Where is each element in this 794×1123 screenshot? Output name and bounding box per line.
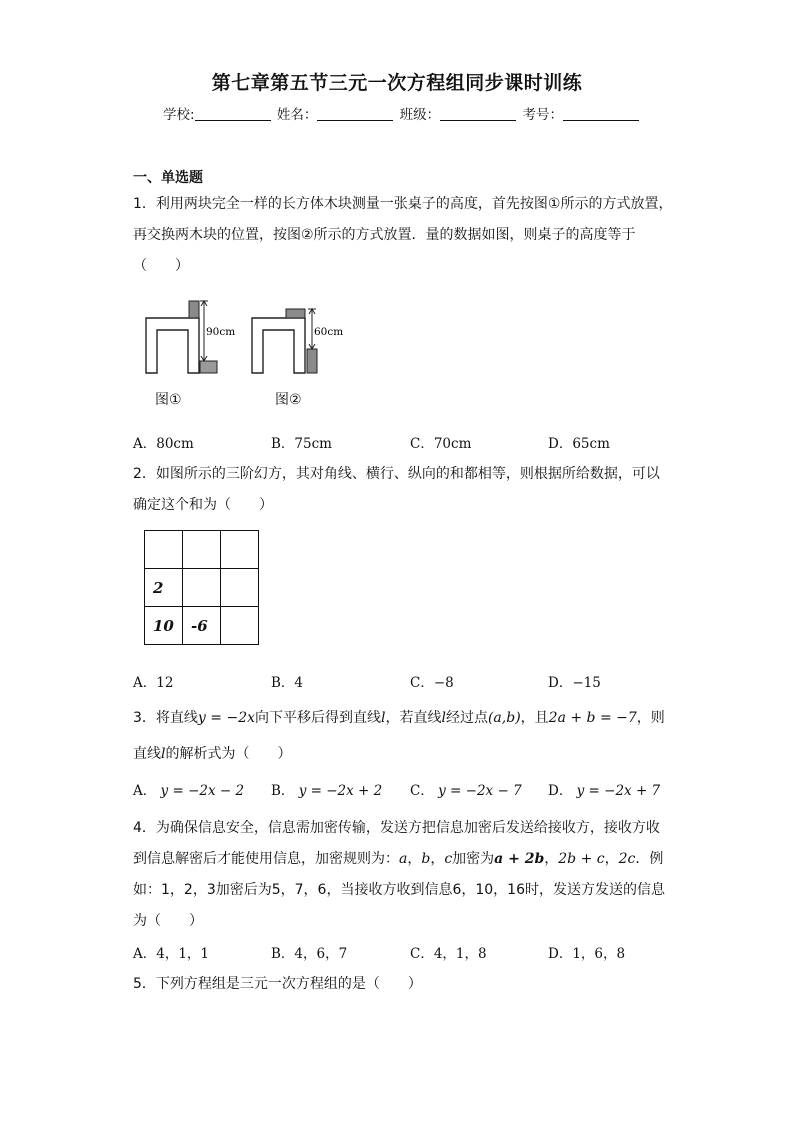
q3-option-b[interactable]: B． y = −2x + 2 [271,783,383,799]
q4-line-1: 4．为确保信息安全，信息需加密传输，发送方把信息加密后发送给接收方，接收方收 [133,820,660,836]
q4-line-4: 为（ ） [133,913,203,929]
table-shape-2 [252,318,305,373]
fig1-caption: 图① [155,392,182,408]
q4-line-3: 如：1，2，3加密后为5，7，6，当接收方收到信息6，10，16时，发送方发送的信息 [133,882,665,898]
q4-option-b[interactable]: B．4，6，7 [271,946,348,962]
q4-option-d[interactable]: D．1，6，8 [548,946,626,962]
magic-square-cell: 2 [145,569,183,607]
block-bottom-2 [307,349,317,373]
q4-line-2: 到信息解密后才能使用信息，加密规则为：a，b，c加密为a + 2b，2b + c，2c．例 [133,851,664,867]
number-blank[interactable] [563,106,639,121]
magic-square-cell: -6 [183,607,221,645]
name-blank[interactable] [317,106,393,121]
q1-line-3: （ ） [133,258,189,274]
q1-option-a[interactable]: A．80cm [133,436,194,452]
q2-line-1: 2．如图所示的三阶幻方，其对角线、横行、纵向的和都相等，则根据所给数据，可以 [133,466,660,482]
fig1-measure-label: 90cm [206,326,236,338]
q3-option-c[interactable]: C． y = −2x − 7 [410,783,522,799]
q5-line-1: 5．下列方程组是三元一次方程组的是（ ） [133,976,422,992]
q3-option-d[interactable]: D． y = −2x + 7 [548,783,661,799]
q3-point: (a,b) [487,710,521,726]
q1-line-2: 再交换两木块的位置，按图②所示的方式放置．量的数据如图，则桌子的高度等于 [133,227,636,243]
magic-square-cell [183,531,221,569]
school-blank[interactable] [195,106,271,121]
magic-square-cell: 10 [145,607,183,645]
q3-option-a[interactable]: A． y = −2x − 2 [133,783,245,799]
q3-line-2: 直线l的解析式为（ ） [133,746,292,762]
block-top-2 [286,309,305,318]
q2-line-2: 确定这个和为（ ） [133,497,273,513]
q3-equation: y = −2x [197,710,255,726]
q4-option-c[interactable]: C．4，1，8 [410,946,487,962]
q3-line-1: 3．将直线y = −2x向下平移后得到直线l，若直线l经过点(a,b)，且2a + b = −7，则 [133,710,665,726]
page-title: 第七章第五节三元一次方程组同步课时训练 [211,72,583,94]
magic-square-cell [221,531,259,569]
q3-condition: 2a + b = −7 [548,710,637,726]
q2-option-b[interactable]: B．4 [271,675,304,691]
student-info-row [163,103,641,123]
class-blank[interactable] [440,106,516,121]
fig2-caption: 图② [275,392,302,408]
q2-option-c[interactable]: C．−8 [410,675,454,691]
q1-line-1: 1．利用两块完全一样的长方体木块测量一张桌子的高度，首先按图①所示的方式放置， [133,196,673,212]
class-label: 班级： [399,107,441,123]
section-heading: 一、单选题 [133,170,203,186]
magic-square-cell [221,569,259,607]
block-top-1 [189,301,199,318]
name-label: 姓名： [276,107,318,123]
q1-option-d[interactable]: D．65cm [548,436,610,452]
magic-square-cell [221,607,259,645]
school-label: 学校: [163,107,195,123]
table-shape-1 [146,318,199,373]
number-label: 考号： [522,107,563,123]
magic-square [144,530,259,645]
q1-option-c[interactable]: C．70cm [410,436,472,452]
fig2-measure-label: 60cm [314,326,344,338]
q2-option-d[interactable]: D．−15 [548,675,601,691]
magic-square-cell [183,569,221,607]
q1-figure [140,298,355,380]
q4-option-a[interactable]: A．4，1，1 [133,946,210,962]
block-bottom-1 [200,361,217,373]
q1-option-b[interactable]: B．75cm [271,436,332,452]
magic-square-cell [145,531,183,569]
q2-option-a[interactable]: A．12 [133,675,174,691]
